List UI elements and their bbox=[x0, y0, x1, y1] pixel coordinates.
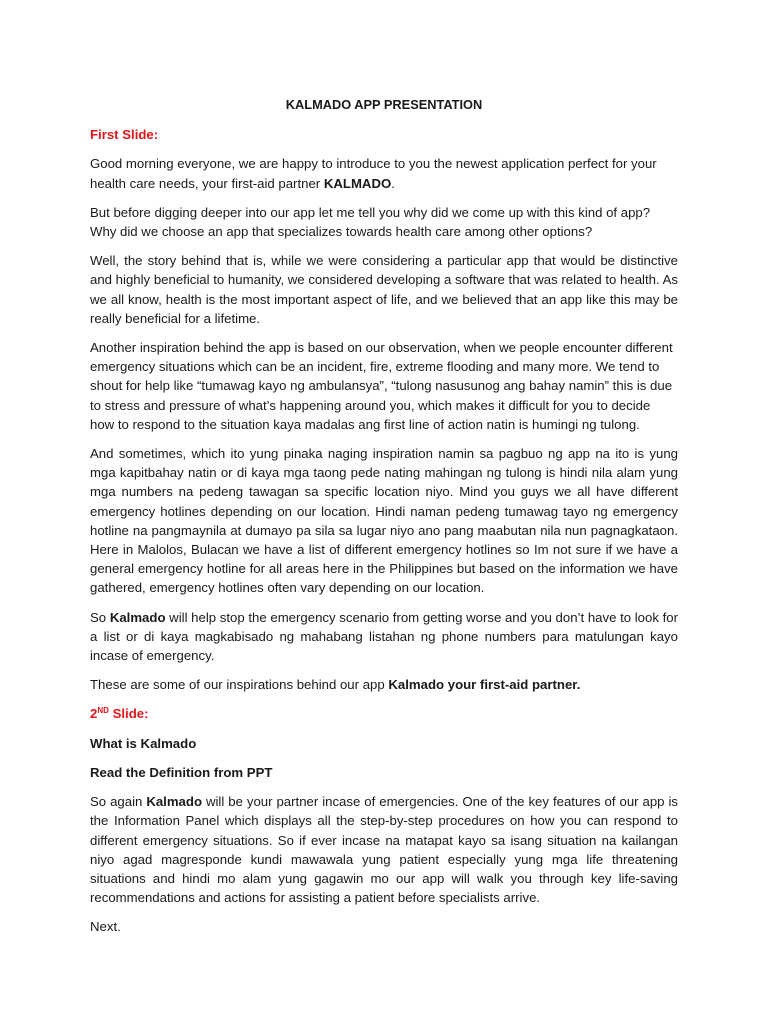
p6-bold: Kalmado bbox=[109, 609, 166, 625]
p8-start: So again bbox=[90, 794, 147, 810]
paragraph-story: Well, the story behind that is, while we were considering a particular app that would be distinctive and highly beneficial to humanity, we considered developing a software that was related to health. As we all know, health is the most important aspect of life, and we believed that an app like this may be really beneficial for a lifetime. bbox=[90, 253, 678, 326]
paragraph-intro-text: Good morning everyone, we are happy to introduce to you the newest application perfect for your health care needs, your first-aid partner bbox=[90, 156, 657, 191]
app-name-bold: KALMADO bbox=[323, 175, 392, 191]
p8-bold: Kalmado bbox=[146, 794, 203, 810]
paragraph-inspirations-summary bbox=[90, 675, 678, 694]
first-slide-heading: First Slide: bbox=[90, 127, 159, 143]
p8-rest: will be your partner incase of emergencies. One of the key features of our app is the Information Panel which displays all the step-by-step procedures on how you can respond to different emergency situations. So if ever incase na matapat kayo sa isang situation na kailangan niyo agad magresponde kundi mawawala yung patient especially yung mga life threatening situations and hindi mo alam yung gagawin mo our app will walk you through key life-saving recommendations and actions for assisting a patient before specialists arrive. bbox=[90, 794, 678, 906]
p7-start: These are some of our inspirations behind our app bbox=[90, 677, 389, 693]
paragraph-intro-end: . bbox=[391, 175, 395, 191]
paragraph-intro bbox=[90, 154, 678, 192]
read-definition-heading bbox=[90, 763, 678, 782]
what-is-heading bbox=[90, 734, 678, 753]
what-is-text: What is Kalmado bbox=[90, 735, 197, 751]
p6-start: So bbox=[90, 609, 110, 625]
paragraph-next: Next. bbox=[90, 919, 121, 935]
second-slide-label: Slide: bbox=[108, 706, 149, 722]
second-slide-heading bbox=[90, 704, 678, 723]
second-slide-superscript: ND bbox=[97, 706, 109, 716]
p7-bold: Kalmado your first-aid partner. bbox=[388, 677, 581, 693]
paragraph-hotlines: And sometimes, which ito yung pinaka naging inspiration namin sa pagbuo ng app na ito is yung mga kapitbahay natin or di kaya mga taong pede nating mahingan ng tulong is hindi nila alam yung mga numbers na pedeng tawagan sa specific location niyo. Mind you guys we all have different emergency hotlines depending on our location. Hindi naman pedeng tumawag tayo ng emergency hotline na pangmaynila at dumayo pa sila sa lugar niyo ano pang maabutan nila nun pagnagkataon. Here in Malolos, Bulacan we have a list of different emergency hotlines so Im not sure if we have a general emergency hotline for all areas here in the Philippines but based on the information we have gathered, emergency hotlines often vary depending on our location. bbox=[90, 446, 678, 596]
second-slide-number: 2 bbox=[90, 706, 98, 722]
paragraph-why: But before digging deeper into our app let me tell you why did we come up with this kind of app? Why did we choose an app that specializes towards health care among other options? bbox=[90, 204, 651, 240]
paragraph-inspiration: Another inspiration behind the app is based on our observation, when we people encounter different emergency situations which can be an incident, fire, extreme flooding and many more. We tend to shout for help like “tumawag kayo ng ambulansya”, “tulong nasusunog ang bahay namin” this is due to stress and pressure of what’s happening around you, which makes it difficult for you to decide how to respond to the situation kaya madalas ang first line of action natin is humingi ng tulong. bbox=[90, 340, 673, 432]
document-title: KALMADO APP PRESENTATION bbox=[285, 97, 483, 112]
paragraph-features bbox=[90, 792, 678, 907]
paragraph-kalmado-help bbox=[90, 608, 678, 666]
read-definition-text: Read the Definition from PPT bbox=[90, 764, 273, 780]
p6-rest: will help stop the emergency scenario from getting worse and you don’t have to look for a list or di kaya magkabisado ng mahabang listahan ng phone numbers para matulungan kayo incase of emergency. bbox=[90, 609, 678, 664]
